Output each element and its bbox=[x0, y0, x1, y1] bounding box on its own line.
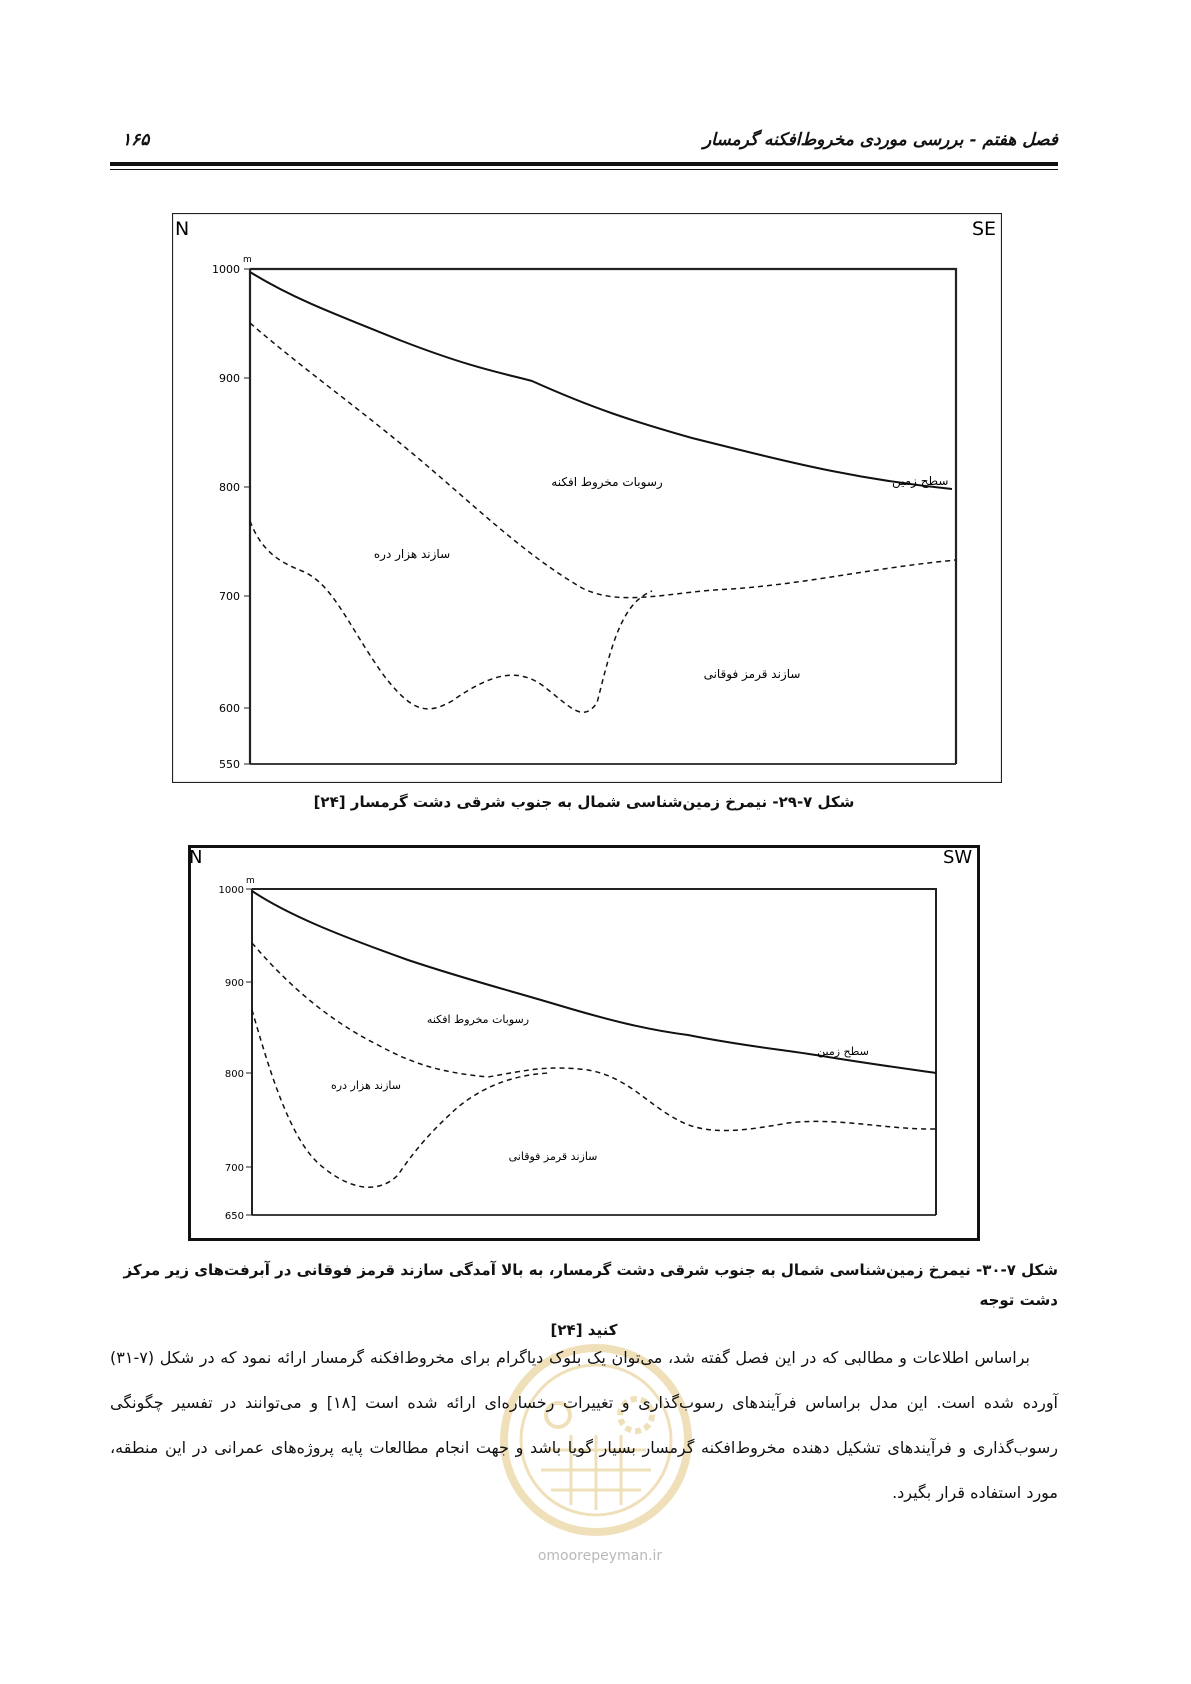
figure-30-caption-line1: شکل ۷-۳۰- نیمرخ زمین‌شناسی شمال به جنوب شرقی دشت گرمسار، به بالا آمدگی سازند قرمز فوقانی در آبرفت‌های زیر مرکز دشت توجه bbox=[123, 1261, 1058, 1309]
chapter-title: فصل هفتم - بررسی موردی مخروط‌افکنه گرمسار bbox=[702, 130, 1058, 150]
fig1-tick-800: 800 bbox=[219, 481, 240, 494]
page-number: ۱۶۵ bbox=[122, 130, 150, 150]
fig1-label-upper-red: سازند قرمز فوقانی bbox=[703, 667, 801, 681]
fig2-tick-800: 800 bbox=[224, 1069, 244, 1080]
figure-30 bbox=[188, 845, 980, 1241]
fig2-label-ground-surface: سطح زمین bbox=[817, 1045, 869, 1058]
fig2-tick-900: 900 bbox=[224, 978, 244, 989]
fig2-label-fan-sediments: رسوبات مخروط افکنه bbox=[426, 1013, 530, 1026]
fig2-label-hezardarreh: سازند هزار دره bbox=[331, 1079, 401, 1092]
fig2-corner-n: N bbox=[189, 847, 203, 868]
fig1-tick-600: 600 bbox=[219, 702, 240, 715]
fig1-corner-n: N bbox=[175, 218, 190, 240]
fig1-label-ground-surface: سطح زمین bbox=[892, 474, 949, 488]
figure-29-svg bbox=[172, 213, 1002, 783]
fig2-unit: m bbox=[246, 876, 255, 886]
fig1-tick-550: 550 bbox=[219, 758, 240, 771]
body-paragraph-text: براساس اطلاعات و مطالبی که در این فصل گفته شد، می‌توان یک بلوک دیاگرام برای مخروط‌افکنه گرمسار ارائه نمود که در شکل (۷-۳۱) آورده شده است. این مدل براساس فرآیندهای رسوب‌گذاری و تغییرات رخساره‌ای ارائه شده است [۱۸] و می‌توانند در تفسیر چگونگی رسوب‌گذاری و فرآیندهای تشکیل دهنده مخروط‌افکنه گرمسار بسیار گویا باشد و جهت انجام مطالعات پایه پروژه‌های عمرانی در این منطقه، مورد استفاده قرار بگیرد. bbox=[110, 1348, 1059, 1502]
fig1-label-hezardarreh: سازند هزار دره bbox=[373, 547, 451, 561]
page-header bbox=[110, 128, 1058, 164]
fig1-tick-1000: 1000 bbox=[212, 263, 240, 276]
header-rule-thick bbox=[110, 162, 1058, 166]
figure-30-caption-line2: کنید [۲۴] bbox=[550, 1321, 618, 1339]
fig1-tick-900: 900 bbox=[219, 372, 240, 385]
header-rule-thin bbox=[110, 169, 1058, 170]
fig1-unit: m bbox=[243, 255, 252, 265]
figure-29 bbox=[172, 213, 1002, 783]
watermark-site-text: omoorepeyman.ir bbox=[537, 1548, 663, 1564]
fig2-tick-650: 650 bbox=[224, 1211, 244, 1222]
fig1-tick-700: 700 bbox=[219, 590, 240, 603]
fig1-label-fan-sediments: رسوبات مخروط افکنه bbox=[551, 475, 663, 489]
fig2-tick-1000: 1000 bbox=[218, 885, 244, 896]
figure-29-caption: شکل ۷-۲۹- نیمرخ زمین‌شناسی شمال به جنوب شرقی دشت گرمسار [۲۴] bbox=[313, 793, 855, 811]
fig2-tick-700: 700 bbox=[224, 1163, 244, 1174]
fig2-label-upper-red: سازند قرمز فوقانی bbox=[508, 1150, 598, 1163]
fig2-corner-sw: SW bbox=[943, 847, 973, 868]
fig1-corner-se: SE bbox=[972, 218, 997, 240]
figure-30-svg bbox=[188, 845, 980, 1241]
body-paragraph bbox=[110, 1335, 1058, 1515]
figure-30-caption bbox=[110, 1255, 1058, 1345]
